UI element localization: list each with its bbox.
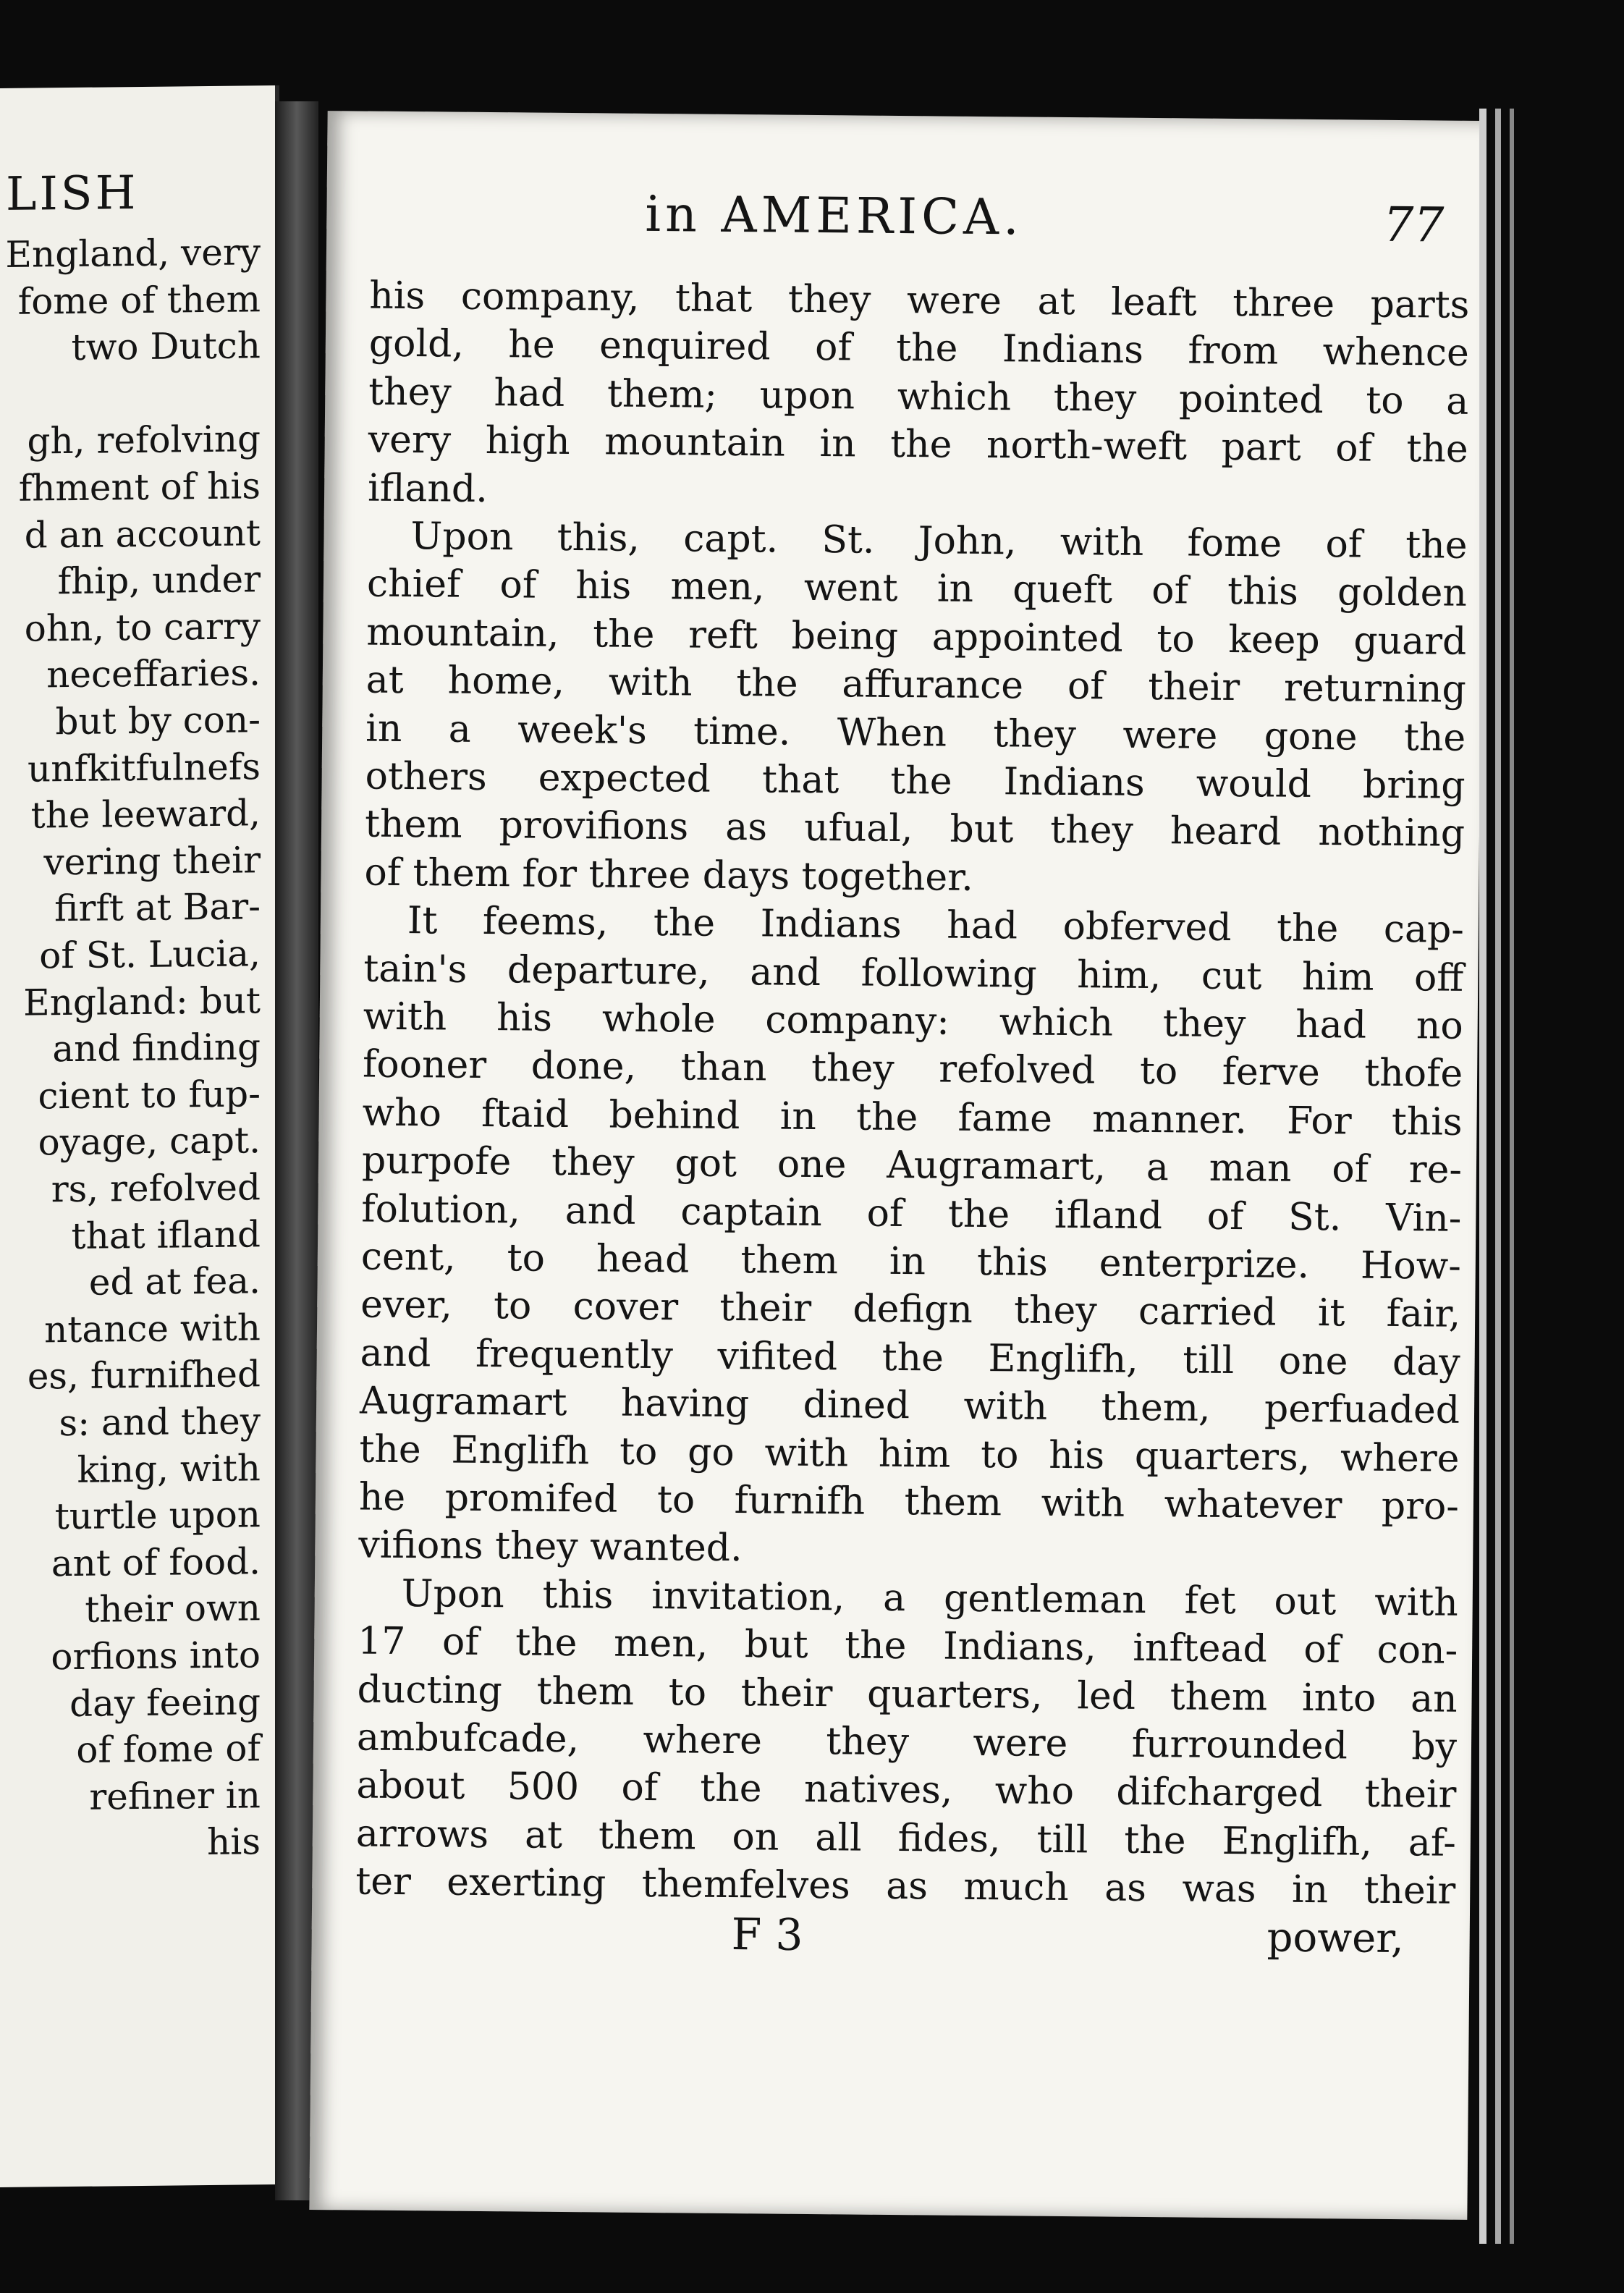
catchword: power, (1266, 1914, 1405, 1963)
left-text-line: fome of them (17, 277, 261, 323)
left-text-line: two Dutch (71, 324, 261, 369)
left-text-line: fhment of his (18, 465, 261, 510)
left-text-line: cient to fup- (38, 1073, 261, 1118)
left-text-line: the leeward, (30, 792, 261, 837)
text-line: ambufcade, where they were furrounded by (356, 1715, 1458, 1769)
left-text-line: day feeing (69, 1680, 261, 1725)
left-text-line: of St. Lucia, (39, 932, 261, 977)
text-line: cent, to head them in this enterprize. How- (360, 1235, 1462, 1288)
running-title: in AMERICA. (645, 185, 1024, 247)
text-line: vifions they wanted. (358, 1523, 743, 1571)
text-line: ifland. (367, 466, 489, 511)
left-text-line: his (207, 1820, 261, 1864)
left-text-line: es, furnifhed (27, 1353, 261, 1398)
left-text-line: but by con- (55, 698, 261, 743)
left-text-line: refiner in (89, 1774, 261, 1818)
text-line: gold, he enquired of the Indians from whence (368, 321, 1470, 376)
left-text-line: unfkitfulnefs (28, 745, 261, 790)
text-line: ter exerting themfelves as much as was in their (355, 1859, 1456, 1913)
left-text-line: England: but (23, 979, 261, 1024)
text-line: of them for three days together. (364, 850, 974, 900)
left-page (0, 85, 279, 2187)
text-line: Upon this invitation, a gentleman fet out with (401, 1571, 1459, 1625)
text-line: tain's departure, and following him, cut him off (363, 947, 1464, 1000)
right-page (309, 111, 1485, 2220)
text-line: 17 of the men, but the Indians, inftead of con- (357, 1619, 1458, 1673)
body-text (355, 271, 1470, 1913)
left-text-line: s: and they (59, 1400, 261, 1445)
text-line: others expected that the Indians would bring (365, 754, 1466, 808)
left-text-line: and finding (52, 1026, 261, 1071)
text-line: his company, that they were at leaft three parts (369, 274, 1470, 327)
page-edge (1510, 109, 1514, 2244)
text-line: them provifions as ufual, but they heard nothing (364, 802, 1466, 856)
page-edge (1495, 109, 1501, 2244)
text-line: ever, to cover their defign they carried it fair, (360, 1283, 1461, 1337)
left-text-line: d an account (24, 511, 261, 557)
left-text-line: of fome of (76, 1727, 261, 1772)
left-text-line: ntance with (44, 1306, 261, 1351)
left-text-line: gh, refolving (27, 418, 261, 463)
left-text-line: England, very (5, 231, 261, 276)
text-line: fooner done, than they refolved to ferve thofe (362, 1042, 1463, 1097)
text-line: mountain, the reft being appointed to keep guard (366, 610, 1467, 664)
text-line: chief of his men, went in queft of this golden (366, 562, 1468, 616)
text-line: Augramart having dined with them, perfuaded (359, 1379, 1460, 1432)
text-line: purpofe they got one Augramart, a man of re- (361, 1139, 1463, 1192)
text-line: in a week's time. When they were gone the (365, 706, 1466, 760)
left-text-line: their own (85, 1587, 261, 1631)
text-line: at home, with the affurance of their returning (365, 658, 1467, 712)
page-footer (311, 1906, 1470, 1974)
page-number: 77 (1383, 196, 1445, 253)
page-header (326, 183, 1485, 258)
left-text-line: fhip, under (57, 558, 261, 603)
text-line: ducting them to their quarters, led them into an (357, 1668, 1458, 1721)
signature-mark: F 3 (731, 1909, 803, 1961)
left-page-header: LISH (6, 166, 139, 221)
text-line: the Englifh to go with him to his quarters, where (359, 1427, 1460, 1481)
text-line: Upon this, capt. St. John, with fome of the (410, 515, 1468, 567)
page-edge (1479, 109, 1486, 2244)
left-text-line: orfions into (51, 1634, 261, 1678)
left-text-line: rs, refolved (51, 1166, 261, 1211)
text-line: he promifed to furnifh them with whatever pro- (358, 1475, 1460, 1529)
text-line: who ftaid behind in the fame manner. For this (362, 1091, 1463, 1144)
text-line: It feems, the Indians had obferved the cap- (407, 899, 1465, 953)
left-text-line: ed at fea. (88, 1259, 261, 1304)
left-text-line: ant of food. (51, 1540, 261, 1585)
left-text-line: firft at Bar- (54, 885, 261, 930)
left-text-line: turtle upon (54, 1493, 261, 1538)
left-text-line (0, 374, 261, 377)
left-text-line: king, with (77, 1446, 261, 1491)
text-line: folution, and captain of the ifland of St. Vin- (361, 1187, 1462, 1241)
text-line: and frequently vifited the Englifh, till one day (360, 1331, 1460, 1385)
text-line: they had them; upon which they pointed to a (368, 370, 1469, 423)
left-text-line: oyage, capt. (38, 1119, 261, 1164)
left-text-line: vering their (43, 839, 261, 884)
left-text-line: that ifland (71, 1212, 261, 1257)
text-line: with his whole company: which they had no (363, 995, 1463, 1048)
left-text-line: ohn, to carry (24, 605, 261, 650)
text-line: about 500 of the natives, who difcharged their (356, 1763, 1457, 1817)
text-line: very high mountain in the north-weft part of the (368, 418, 1468, 472)
left-text-line: neceffaries. (46, 651, 261, 696)
text-line: arrows at them on all fides, till the Englifh, af- (355, 1812, 1457, 1865)
